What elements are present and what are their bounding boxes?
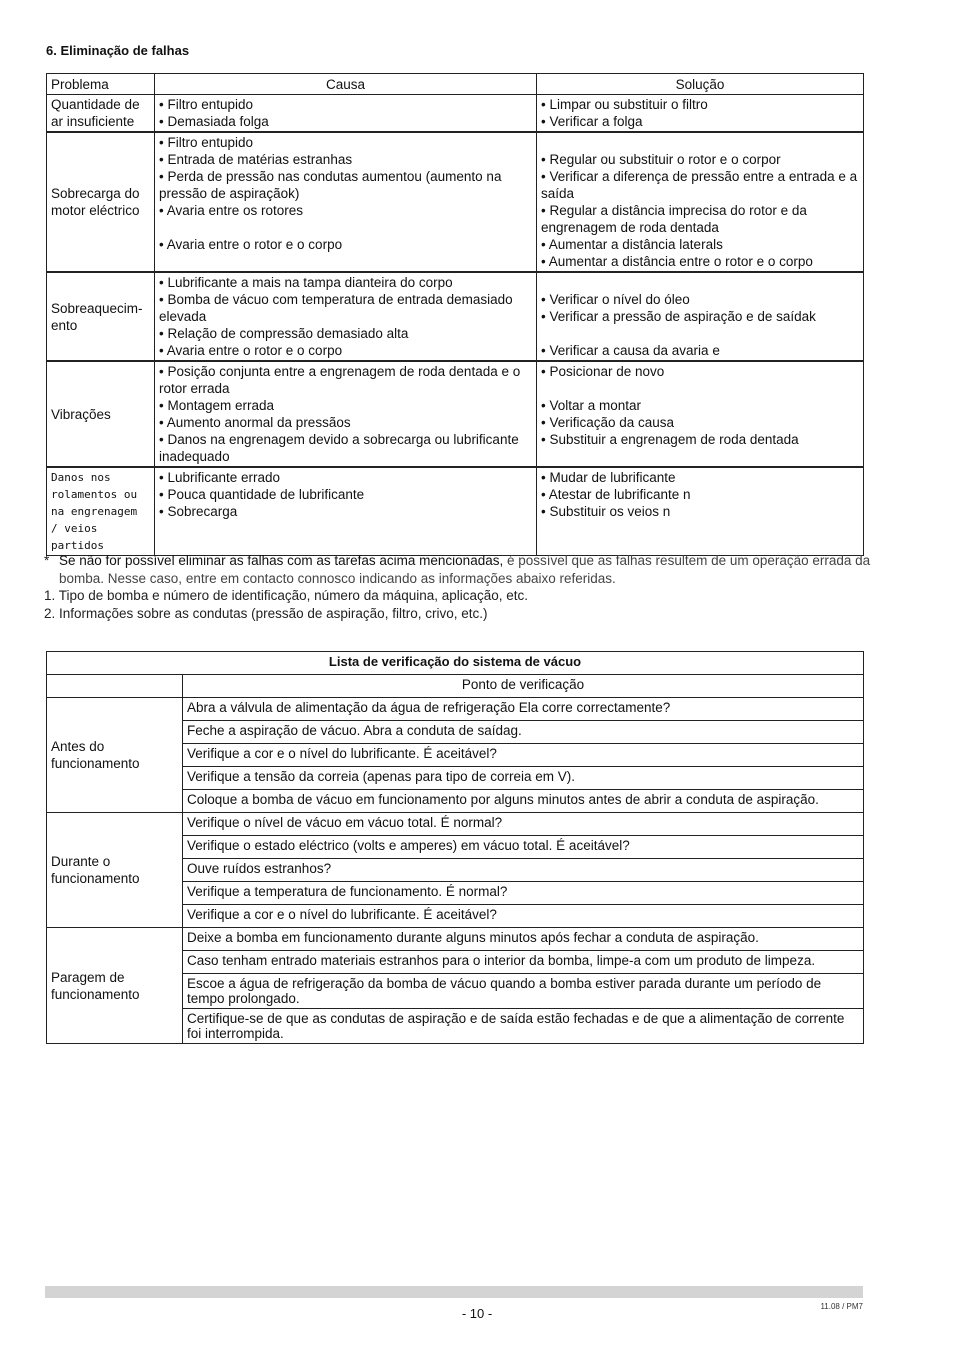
- column-header-solution: Solução: [537, 74, 864, 95]
- footnote-text: [44, 552, 874, 587]
- problem-cell: Vibrações: [47, 361, 155, 467]
- solution-line: • Mudar de lubrificante: [541, 470, 676, 485]
- cause-line: • Montagem errada: [159, 398, 275, 413]
- column-header-cause: Causa: [155, 74, 537, 95]
- cause-line: • Sobrecarga: [159, 504, 238, 519]
- solution-cell: [537, 467, 864, 556]
- cause-cell: [155, 95, 537, 133]
- cause-line: • Avaria entre o rotor e o corpo: [159, 343, 343, 358]
- problem-cell: Sobreaquecim-ento: [47, 272, 155, 361]
- solution-cell: [537, 132, 864, 272]
- cause-cell: [155, 272, 537, 361]
- problem-cell: Quantidade de ar insuficiente: [47, 95, 155, 133]
- solution-line: • Aumentar a distância laterals: [541, 237, 723, 252]
- checklist-item: Feche a aspiração de vácuo. Abra a conduta de saídag.: [183, 721, 864, 744]
- cause-cell: [155, 132, 537, 272]
- checklist-item: Verifique o nível de vácuo em vácuo total. É normal?: [183, 813, 864, 836]
- solution-line: [541, 325, 859, 342]
- cause-line: • Lubrificante a mais na tampa dianteira do corpo: [159, 275, 453, 290]
- cause-line: • Avaria entre o rotor e o corpo: [159, 237, 343, 252]
- notes: [44, 552, 874, 622]
- checklist-title-row: [47, 652, 864, 675]
- solution-line: • Voltar a montar: [541, 398, 642, 413]
- solution-cell: [537, 361, 864, 467]
- checklist-title: Lista de verificação do sistema de vácuo: [47, 652, 864, 675]
- checklist-item: Ouve ruídos estranhos?: [183, 859, 864, 882]
- footnote-continuation: é possível que as falhas resultem de um operação errada da bomba. Nesse caso, entre em contacto connosco indicando as informações abaixo referidas.: [59, 553, 871, 586]
- checklist-item: Verifique a tensão da correia (apenas para tipo de correia em V).: [183, 767, 864, 790]
- checklist-header-empty: [47, 675, 183, 698]
- table-row: [47, 467, 864, 556]
- cause-line: • Demasiada folga: [159, 114, 269, 129]
- solution-line: • Verificar a diferença de pressão entre a entrada e a saída: [541, 169, 861, 201]
- table-row: [47, 95, 864, 133]
- cause-cell: [155, 467, 537, 556]
- checklist-phase: Paragem de funcionamento: [47, 928, 183, 1044]
- column-header-problem: Problema: [47, 74, 155, 95]
- solution-line: • Regular ou substituir o rotor e o corpor: [541, 152, 781, 167]
- cause-line: [159, 219, 532, 236]
- solution-line: • Verificar o nível do óleo: [541, 292, 690, 307]
- checklist-phase: Antes do funcionamento: [47, 698, 183, 813]
- cause-cell: [155, 361, 537, 467]
- solution-cell: [537, 95, 864, 133]
- checklist-row: [47, 698, 864, 721]
- table-header-row: [47, 74, 864, 95]
- footnote-main: Se não for possível eliminar as falhas com as tarefas acima mencionadas,: [59, 553, 504, 568]
- checklist-phase: Durante o funcionamento: [47, 813, 183, 928]
- checklist-item: Verifique a cor e o nível do lubrificante. É aceitável?: [183, 744, 864, 767]
- cause-line: • Perda de pressão nas condutas aumentou (aumento na pressão de aspiraçãok): [159, 169, 506, 201]
- solution-cell: [537, 272, 864, 361]
- checklist-item: Coloque a bomba de vácuo em funcionamento por alguns minutos antes de abrir a conduta de aspiração.: [183, 790, 864, 813]
- cause-line: • Bomba de vácuo com temperatura de entrada demasiado elevada: [159, 292, 517, 324]
- cause-line: • Aumento anormal da pressãos: [159, 415, 351, 430]
- checklist-item: Deixe a bomba em funcionamento durante alguns minutos após fechar a conduta de aspiração.: [183, 928, 864, 951]
- solution-line: • Verificar a pressão de aspiração e de saídak: [541, 309, 816, 324]
- troubleshooting-table: [46, 73, 864, 556]
- checklist-item: Verifique a cor e o nível do lubrificante. É aceitável?: [183, 905, 864, 928]
- document-code: 11.08 / PM7: [820, 1302, 863, 1311]
- note-item-1: 1. Tipo de bomba e número de identificação, número da máquina, aplicação, etc.: [44, 588, 529, 603]
- solution-line: • Verificação da causa: [541, 415, 675, 430]
- problem-cell: Danos nos rolamentos ou na engrenagem / veios partidos: [47, 467, 155, 556]
- checklist-row: [47, 813, 864, 836]
- solution-line: • Posicionar de novo: [541, 364, 665, 379]
- table-row: [47, 132, 864, 272]
- checklist-item: Caso tenham entrado materiais estranhos para o interior da bomba, limpe-a com um produto de limpeza.: [183, 951, 864, 974]
- solution-line: • Aumentar a distância entre o rotor e o corpo: [541, 254, 813, 269]
- footnote-marker: *: [44, 553, 50, 568]
- cause-line: • Avaria entre os rotores: [159, 203, 304, 218]
- note-item-2: 2. Informações sobre as condutas (pressão de aspiração, filtro, crivo, etc.): [44, 605, 488, 621]
- solution-line: • Verificar a causa da avaria e: [541, 343, 720, 358]
- checklist-table: [46, 651, 864, 1044]
- cause-line: • Danos na engrenagem devido a sobrecarga ou lubrificante inadequado: [159, 432, 523, 464]
- solution-line: [541, 380, 859, 397]
- checklist-item: Verifique o estado eléctrico (volts e amperes) em vácuo total. É aceitável?: [183, 836, 864, 859]
- problem-cell: Sobrecarga do motor eléctrico: [47, 132, 155, 272]
- solution-line: • Substituir os veios n: [541, 504, 671, 519]
- checklist-header-row: [47, 675, 864, 698]
- cause-line: • Entrada de matérias estranhas: [159, 152, 353, 167]
- section-title: 6. Eliminação de falhas: [46, 43, 190, 58]
- solution-line: [541, 274, 859, 291]
- solution-line: • Atestar de lubrificante n: [541, 487, 691, 502]
- cause-line: • Filtro entupido: [159, 135, 254, 150]
- solution-line: [541, 134, 859, 151]
- cause-line: • Posição conjunta entre a engrenagem de roda dentada e o rotor errada: [159, 364, 525, 396]
- solution-line: • Regular a distância imprecisa do rotor e da engrenagem de roda dentada: [541, 203, 811, 235]
- table-row: [47, 361, 864, 467]
- solution-line: • Limpar ou substituir o filtro: [541, 97, 708, 112]
- cause-line: • Pouca quantidade de lubrificante: [159, 487, 365, 502]
- solution-line: • Substituir a engrenagem de roda dentada: [541, 432, 799, 447]
- page-number: - 10 -: [461, 1306, 493, 1321]
- checklist-item: Escoe a água de refrigeração da bomba de vácuo quando a bomba estiver parada durante um período de tempo prolongado.: [183, 974, 864, 1009]
- checklist-item: Abra a válvula de alimentação da água de refrigeração Ela corre correctamente?: [183, 698, 864, 721]
- checklist-item: Verifique a temperatura de funcionamento. É normal?: [183, 882, 864, 905]
- cause-line: • Filtro entupido: [159, 97, 254, 112]
- footer-bar: [45, 1286, 863, 1298]
- solution-line: • Verificar a folga: [541, 114, 643, 129]
- table-row: [47, 272, 864, 361]
- checklist-item: Certifique-se de que as condutas de aspiração e de saída estão fechadas e de que a alimentação de corrente foi interrompida.: [183, 1009, 864, 1044]
- checklist-column-header: Ponto de verificação: [183, 675, 864, 698]
- cause-line: • Relação de compressão demasiado alta: [159, 326, 409, 341]
- cause-line: • Lubrificante errado: [159, 470, 281, 485]
- checklist-row: [47, 928, 864, 951]
